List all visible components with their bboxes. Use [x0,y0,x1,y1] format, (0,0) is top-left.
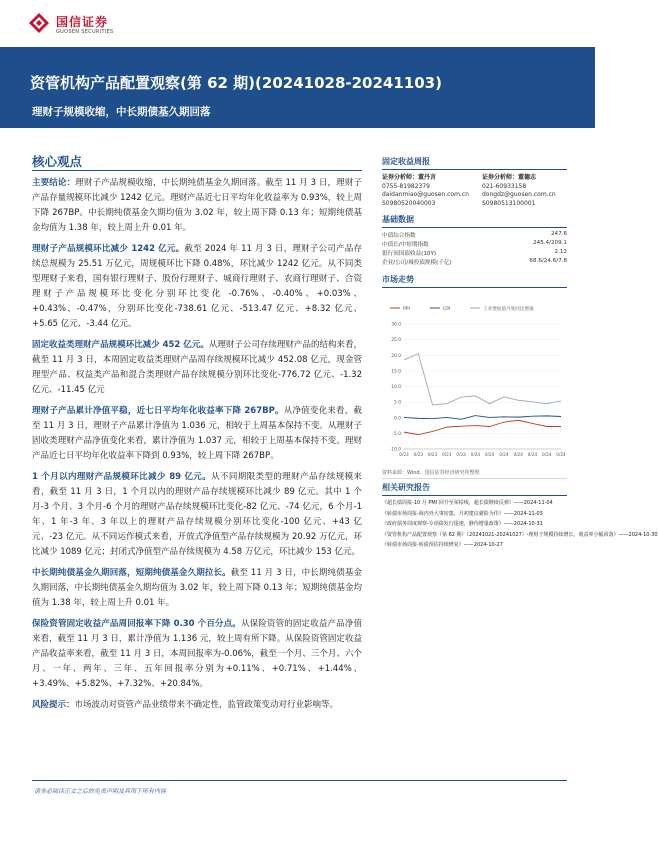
data-value: 68.6/24.6/7.8 [529,258,567,264]
paragraph-fixed-income [32,338,362,398]
y-tick-label: 20.0 [391,353,401,359]
market-trend-chart [382,296,567,471]
y-tick-label: 10.0 [391,385,401,391]
analyst-name: 董丹言 [418,174,437,181]
analyst-phone: 0755-81982379 [382,182,430,190]
analyst-cert: S0980520040003 [382,199,436,207]
related-report-link[interactable]: 《超长债周报-10 月 PMI 回升至荣枯线，超长债继续反弹》——2024-11-04 [382,500,553,506]
disclaimer-note: 请务必阅读正文之后的免责声明及其项下所有内容 [34,788,167,795]
x-tick-label: 0/24 [499,452,509,457]
data-label: 银行间国债收益(10Y) [382,251,437,257]
paragraph-lead: 1 个月以内理财产品规模环比减少 89 亿元。 [32,472,212,482]
analyst-role: 证券分析师： [382,174,419,181]
data-value: 247.6 [550,231,567,237]
chart-source-note: 资料来源：Wind、国信证券经济研究所整理 [382,470,480,476]
analyst-name: 董德志 [518,174,537,181]
paragraph-insurance [32,617,362,692]
data-label: 中债综合指数 [382,233,416,239]
y-tick-label: -5.0 [392,431,401,437]
x-tick-label: 0/24 [556,452,566,457]
guosen-logo-icon [28,12,50,34]
paragraph-text: 截至 2024 年 11 月 3 日，理财子公司产品存续总规模为 25.51 万亿元，周规模环比下降 0.48%，环比减少 1242 亿元。从不同类型理财子来看，国有银行理财子、股份行理财子、城商行理财子、农商行理财子、合资理财子产品规模环比变化分别环比变化 -0.76%、-0.40%、+0.03%、+0.43%、-0.47%，分别环比变化-738.61 亿元、-513.47 亿元、+8.32 亿元、+5.65 亿元、-3.44 亿元。 [32,244,363,329]
data-row [382,258,567,266]
paragraph-lead: 主要结论： [32,178,76,188]
related-reports-heading: 相关研究报告 [382,483,430,492]
core-view-rule [32,170,362,171]
paragraph-text: 市场波动对资管产品业绩带来不确定性，监管政策变动对行业影响等。 [74,700,339,710]
y-tick-label: 5.0 [394,400,401,406]
y-tick-label: 15.0 [391,369,401,375]
paragraph-term [32,470,362,560]
sidebar-rule [382,287,567,288]
sidebar-divider [382,478,567,479]
x-tick-label: 0/24 [470,452,481,457]
paragraph-lead: 理财子产品累计净值平稳，近七日平均年化收益率下降 267BP。 [32,406,284,416]
analyst-phone: 021-60933158 [482,182,527,190]
series-line [404,354,561,405]
x-tick-label: 0/24 [542,452,552,457]
analyst-card [382,174,469,208]
analyst-cert: S0980513100001 [482,199,536,207]
guosen-logo [28,10,148,42]
analyst-card [482,174,556,208]
x-tick-label: 0/23 [413,452,423,457]
paragraph-lead: 保险资管固定收益产品周回报率下降 0.30 个百分点。 [32,619,241,629]
data-label: 企业/公司/城投债规模(千亿) [382,260,452,266]
logo-text-cn: 国信证券 [56,15,109,29]
paragraph-scale [32,242,362,332]
x-tick-label: 0/23 [456,452,466,457]
series-line [404,416,561,420]
sidebar-rule [382,227,567,228]
data-row [382,231,567,239]
related-report-link[interactable]: 《资管机构产品配置观察（第 62 期）（20241021-20241027）-理财子规模持续增长，收益率小幅回落》——2024-10-30 [382,531,658,538]
legend-label: CPI [443,307,451,312]
x-tick-label: 0/24 [484,452,495,457]
analyst-email[interactable]: dongdz@guosen.com.cn [482,191,556,199]
data-value: 245.4/209.1 [533,240,567,246]
paragraph-text: 理财子产品规模收缩，中长期纯债基金久期回落。截至 11 月 3 日，理财子产品存量规模环比减少 1242 亿元。理财产品近七日平均年化收益率为 0.93%，较上周下降 267BP。中长期纯债基金久期均值为 3.02 年，较上周下降 0.13 年；短期纯债基金均值为 1.38 年，较上周上升 0.01 年。 [32,178,362,233]
paragraph-lead: 风险提示： [32,700,75,710]
y-tick-label: -10.0 [389,447,401,453]
basic-data-heading: 基础数据 [382,215,414,224]
series-line [404,420,561,434]
paragraph-lead: 中长期纯债基金久期回落，短期纯债基金久期拉长。 [32,568,231,578]
paragraph-net-value [32,404,362,464]
legend-label: 工业增加值月度同比增速 [483,307,534,312]
core-view-body [32,176,362,719]
report-subtitle: 理财子规模收缩，中长期债基久期回落 [32,106,211,118]
related-report-link[interactable]: 《政府债务周度观察-专项债发行提速，静待增量政策》——2024-10-31 [382,521,543,528]
data-value: 2.12 [554,249,567,255]
report-title: 资管机构产品配置观察(第 62 期)(20241028-20241103) [30,74,442,92]
market-trend-heading: 市场走势 [382,275,414,284]
related-report-link[interactable]: 《转债市场周报-海内外大事密集，月初建议避险为佳》——2024-11-03 [382,510,543,517]
logo-text-en: GUOSEN SECURITIES [56,29,114,35]
footer-rule [32,780,567,781]
paragraph-text: 从理财子公司存续理财产品的结构来看，截至 11 月 3 日，本周固定收益类理财产品周存续规模环比减少 452.08 亿元，现金管理型产品、权益类产品和混合类理财产品存续规模分别环比变化-776.72 亿元、-1.32 亿元、-11.45 亿元 [32,340,362,395]
y-tick-label: 25.0 [391,338,401,344]
y-tick-label: 0.0 [394,416,401,422]
paragraph-text: 截至 11 月 3 日，中长期纯债基金久期回落，中长期纯债基金久期均值为 3.02 年，较上周下降 0.13 年；短期纯债基金均值为 1.38 年，较上周上升 0.01 年。 [32,568,362,608]
paragraph-lead: 固定收益类理财产品规模环比减少 452 亿元。 [32,340,209,350]
paragraph-duration [32,566,362,611]
paragraph-text: 从不同期限类型的理财产品存续规模来看，截至 11 月 3 日，1 个月以内的理财产品存续规模环比减少 89 亿元。其中 1 个月-3 个月、3 个月-6 个月的理财产品存续规模环比变化-82 亿元、-74 亿元，6 个月-1 年、1 年-3 年、3 年以上的理财产品存续规模分别环比变化-100 亿元、+43 亿元、-23 亿元。从不同运作模式来看，开放式净值型产品存续规模为 20.92 万亿元，环比减少 1089 亿元；封闭式净值型产品存续规模为 4.58 万亿元，环比减少 153 亿元。 [32,472,362,557]
paragraph-lead: 理财子产品规模环比减少 1242 亿元。 [32,244,185,254]
data-row [382,249,567,257]
paragraph-risk [32,698,362,713]
y-tick-label: 30.0 [391,322,401,328]
data-label: 中债长/中短期指数 [382,242,429,248]
sidebar-rule [382,169,567,170]
x-tick-label: 0/24 [513,452,523,457]
sidebar-rule [382,495,567,496]
related-report-link[interactable]: 《转债市场周报-转债预估持续修复》——2024-10-27 [382,542,503,549]
x-tick-label: 0/23 [427,452,438,457]
core-view-heading: 核心观点 [32,154,83,169]
related-reports-list [382,499,658,552]
x-tick-label: 0/23 [399,452,409,457]
analyst-email[interactable]: daidanmiao@guosen.com.cn [382,191,469,199]
analyst-role: 证券分析师： [482,174,519,181]
paragraph-text: 从净值变化来看，截至 11 月 3 日，理财子产品累计净值为 1.036 元，相较于上周基本保持不变。从理财子固收类理财产品净值变化来看，累计净值为 1.037 元，相较于上周基本保持不变。理财产品近七日平均年化收益率下降到 0.93%，较上周下降 267BP。 [32,406,362,461]
data-row [382,240,567,248]
paragraph-summary [32,176,362,236]
report-type-heading: 固定收益周报 [382,157,430,166]
x-tick-label: 0/23 [442,452,452,457]
paragraph-text: 从保险资管的固定收益产品净值来看，截至 11 月 3 日，累计净值为 1.136 元，较上周有所下降。从保险资管固定收益产品收益率来看，截至 11 月 3 日，本周回报率为-0.06%，截至一个月、三个月、六个月、一年、两年、三年、五年回报率分别为+0.11%、+0.71%、+1.44%、+3.49%、+5.82%、+7.32%、+20.84%。 [32,619,362,689]
legend-label: PPI [403,307,410,312]
x-tick-label: 0/24 [527,452,538,457]
